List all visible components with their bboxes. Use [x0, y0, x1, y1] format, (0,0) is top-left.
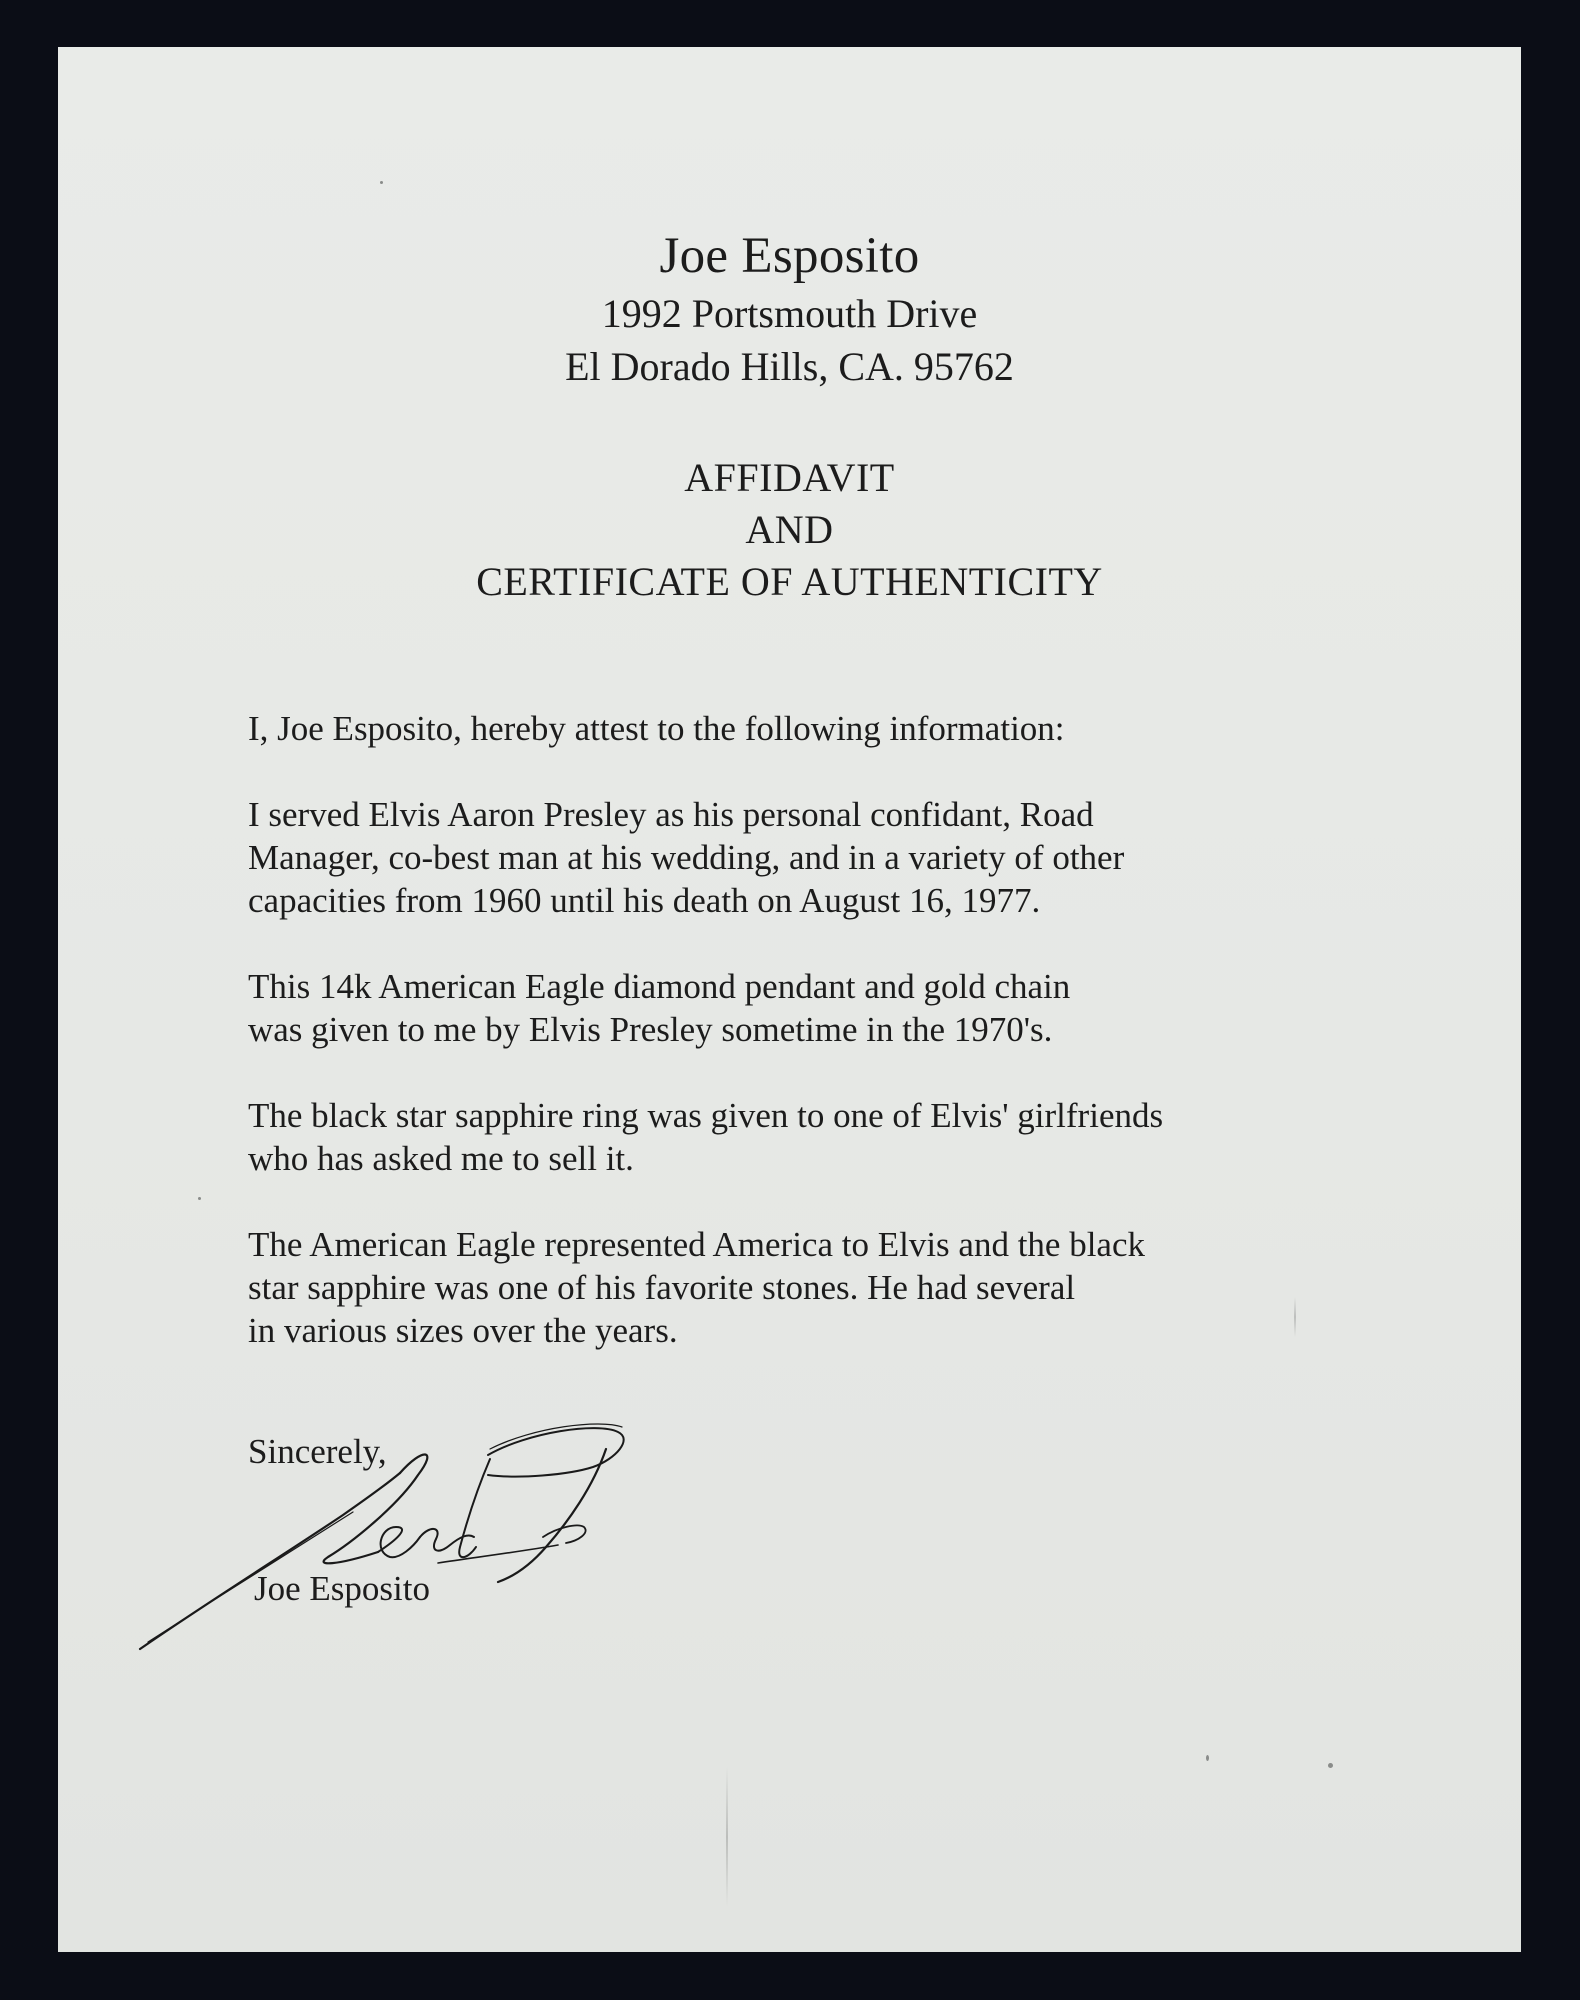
affidavit-page	[58, 47, 1521, 1952]
service-paragraph: I served Elvis Aaron Presley as his personal confidant, Road Manager, co-best man at his wedding, and in a variety of other capacities from 1960 until his death on August 16, 1977.	[248, 795, 1125, 920]
ring-paragraph: The black star sapphire ring was given to one of Elvis' girlfriends who has asked me to sell it.	[248, 1096, 1164, 1178]
paper-crease	[726, 1767, 728, 1907]
pendant-paragraph: This 14k American Eagle diamond pendant and gold chain was given to me by Elvis Presley sometime in the 1970's.	[248, 967, 1071, 1049]
title-line-affidavit: AFFIDAVIT	[684, 455, 895, 500]
letterhead-city: El Dorado Hills, CA. 95762	[565, 344, 1014, 389]
paper-crease	[1294, 1297, 1296, 1337]
letterhead-street: 1992 Portsmouth Drive	[601, 291, 978, 336]
eagle-sapphire-paragraph: The American Eagle represented America to Elvis and the black star sapphire was one of his favorite stones. He had several in various sizes over the years.	[248, 1225, 1145, 1350]
paper-speck	[380, 181, 383, 184]
attestation-intro: I, Joe Esposito, hereby attest to the following information:	[248, 709, 1065, 748]
title-line-certificate: CERTIFICATE OF AUTHENTICITY	[476, 559, 1103, 604]
letterhead-name: Joe Esposito	[659, 228, 920, 284]
valediction: Sincerely,	[248, 1432, 387, 1471]
handwritten-signature	[138, 1387, 698, 1707]
document-title	[58, 452, 1521, 608]
paper-speck	[198, 1197, 201, 1200]
title-line-and: AND	[745, 507, 834, 552]
letterhead	[58, 225, 1521, 393]
paper-speck	[1206, 1755, 1209, 1761]
paper-speck	[1328, 1763, 1333, 1768]
signed-name: Joe Esposito	[254, 1569, 430, 1608]
affidavit-body	[248, 707, 1398, 1395]
